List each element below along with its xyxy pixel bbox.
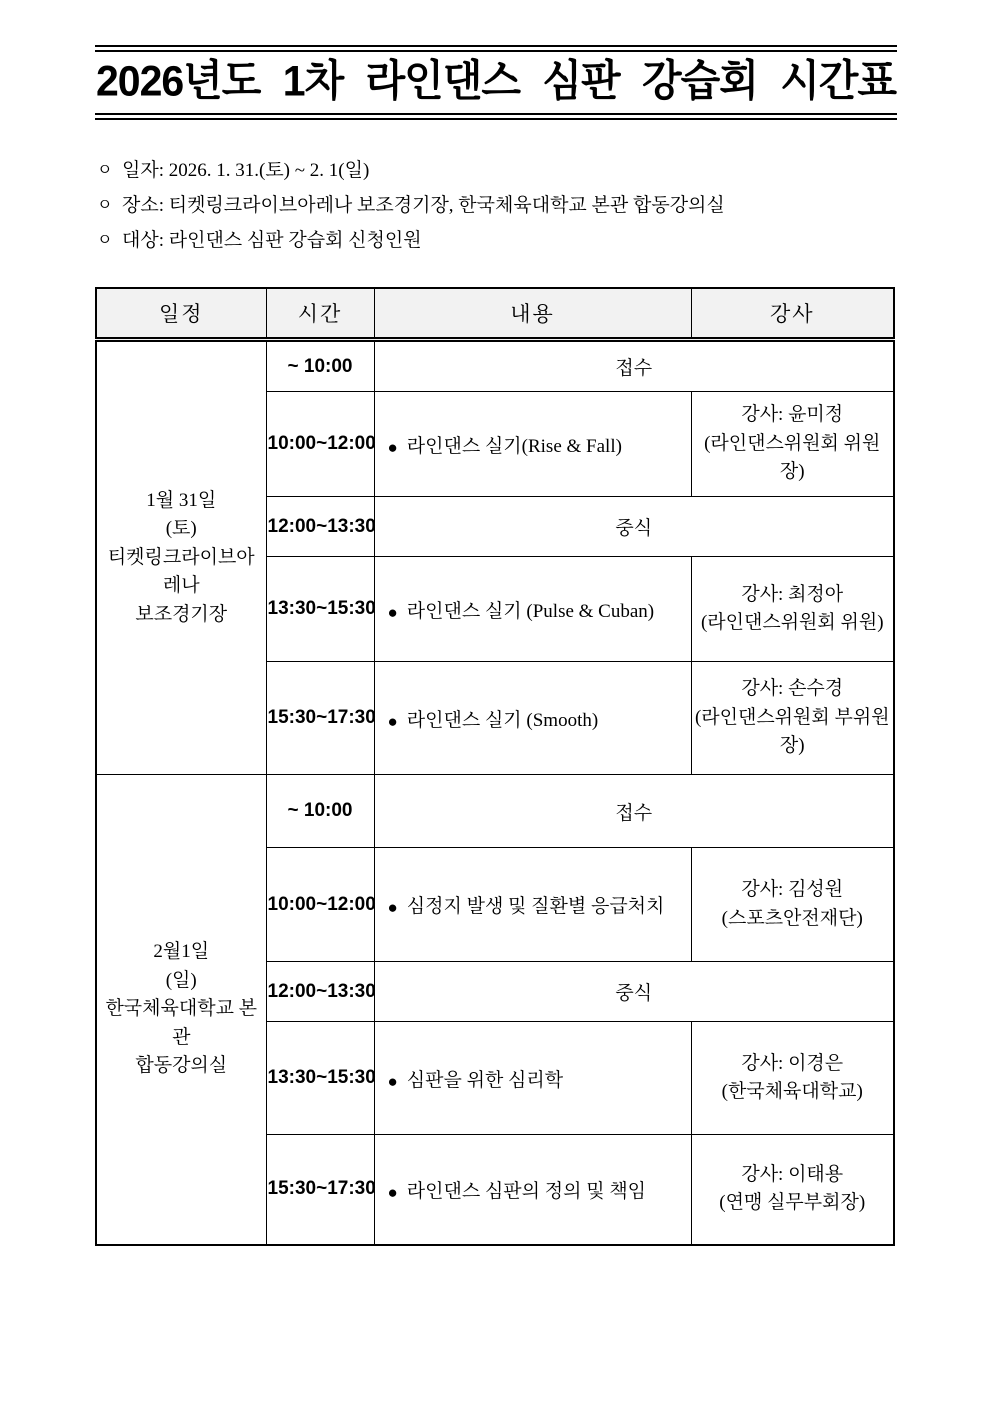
info-item-place	[97, 188, 897, 223]
instructor-name: 강사: 손수경	[741, 678, 844, 700]
schedule-line: 한국체육대학교 본관	[105, 998, 258, 1048]
time-cell: 10:00~12:00	[266, 848, 374, 962]
table-row	[96, 775, 894, 848]
instructor-cell	[691, 557, 894, 662]
time-cell: ~ 10:00	[266, 340, 374, 392]
instructor-affiliation: (연맹 실무부회장)	[719, 1192, 866, 1214]
instructor-affiliation: (라인댄스위원회 위원)	[700, 612, 884, 633]
instructor-cell	[691, 1022, 894, 1135]
content-cell: 접수	[374, 775, 894, 848]
time-cell: ~ 10:00	[266, 775, 374, 848]
content-cell: 중식	[374, 497, 894, 557]
schedule-line: (토)	[165, 518, 197, 540]
info-target-text: 대상: 라인댄스 심판 강습회 신청인원	[122, 230, 422, 251]
instructor-cell	[691, 662, 894, 775]
col-header-schedule: 일정	[96, 288, 266, 340]
time-cell: 12:00~13:30	[266, 497, 374, 557]
content-cell: 중식	[374, 962, 894, 1022]
col-header-content: 내용	[374, 288, 691, 340]
instructor-affiliation: (한국체육대학교)	[721, 1081, 863, 1102]
col-header-instructor: 강사	[691, 288, 894, 340]
col-header-time: 시간	[266, 288, 374, 340]
time-cell: 10:00~12:00	[266, 392, 374, 497]
circle-bullet-icon: ㅇ	[97, 162, 113, 179]
filled-circle-bullet-icon: ●	[387, 1182, 398, 1202]
content-cell: 접수	[374, 340, 894, 392]
instructor-affiliation: (라인댄스위원회 위원장)	[704, 432, 881, 483]
content-cell	[374, 557, 691, 662]
timetable	[95, 287, 895, 1246]
page-title: 2026년도 1차 라인댄스 심판 강습회 시간표	[95, 56, 897, 106]
time-cell: 12:00~13:30	[266, 962, 374, 1022]
circle-bullet-icon: ㅇ	[97, 232, 113, 249]
table-row	[96, 340, 894, 392]
instructor-name: 강사: 이경은	[741, 1052, 844, 1074]
info-item-target	[97, 223, 897, 258]
schedule-line: 1월 31일	[146, 489, 217, 511]
content-cell	[374, 1022, 691, 1135]
info-date-text: 일자: 2026. 1. 31.(토) ~ 2. 1(일)	[122, 160, 370, 181]
schedule-line: 2월1일	[153, 941, 210, 962]
content-text: 라인댄스 실기 (Pulse & Cuban)	[406, 600, 655, 622]
filled-circle-bullet-icon: ●	[387, 898, 398, 917]
instructor-cell	[691, 392, 894, 497]
content-text: 라인댄스 실기 (Smooth)	[406, 709, 599, 731]
content-text: 라인댄스 심판의 정의 및 책임	[406, 1180, 647, 1202]
filled-circle-bullet-icon: ●	[387, 1071, 398, 1091]
info-list	[97, 153, 897, 258]
content-text: 심판을 위한 심리학	[406, 1069, 564, 1091]
circle-bullet-icon: ㅇ	[97, 197, 113, 214]
time-cell: 13:30~15:30	[266, 1022, 374, 1135]
content-text: 라인댄스 실기(Rise & Fall)	[406, 435, 622, 457]
content-cell	[374, 1135, 691, 1245]
content-cell	[374, 392, 691, 497]
header-row	[96, 288, 894, 340]
instructor-cell	[691, 1135, 894, 1245]
schedule-line: 합동강의실	[135, 1055, 228, 1076]
schedule-line: 보조경기장	[135, 603, 228, 625]
instructor-name: 강사: 윤미정	[741, 404, 844, 426]
filled-circle-bullet-icon: ●	[387, 602, 398, 622]
content-cell	[374, 848, 691, 962]
time-cell: 15:30~17:30	[266, 662, 374, 775]
schedule-line: 티켓링크라이브아레나	[107, 546, 255, 597]
title-banner	[95, 45, 897, 120]
instructor-affiliation: (스포츠안전재단)	[721, 907, 863, 929]
instructor-affiliation: (라인댄스위원회 부위원장)	[694, 706, 890, 757]
instructor-cell	[691, 848, 894, 962]
time-cell: 13:30~15:30	[266, 557, 374, 662]
info-item-date	[97, 153, 897, 188]
filled-circle-bullet-icon: ●	[387, 437, 398, 457]
instructor-name: 강사: 이태용	[741, 1163, 844, 1185]
filled-circle-bullet-icon: ●	[387, 711, 398, 731]
schedule-cell-day2	[96, 775, 266, 1245]
content-cell	[374, 662, 691, 775]
info-place-text: 장소: 티켓링크라이브아레나 보조경기장, 한국체육대학교 본관 합동강의실	[122, 195, 725, 216]
content-text: 심정지 발생 및 질환별 응급처치	[406, 896, 665, 917]
schedule-cell-day1	[96, 340, 266, 775]
instructor-name: 강사: 최정아	[741, 583, 844, 605]
schedule-line: (일)	[165, 969, 197, 991]
time-cell: 15:30~17:30	[266, 1135, 374, 1245]
instructor-name: 강사: 김성원	[741, 879, 844, 900]
